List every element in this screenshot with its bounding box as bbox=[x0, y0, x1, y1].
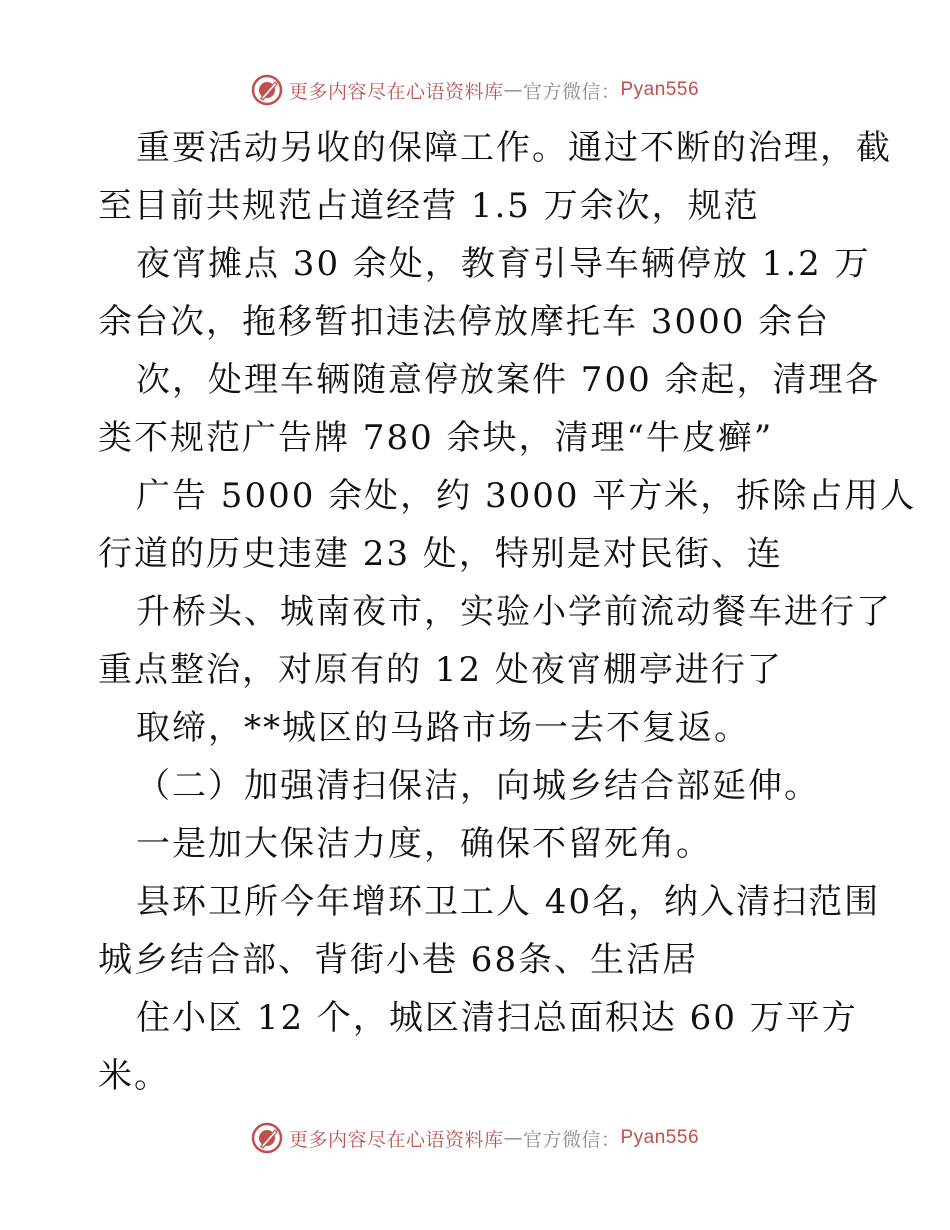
header-wechat-id: Pyan556 bbox=[620, 79, 700, 100]
document-line-10: 重点整治，对原有的 12 处夜宵棚亭进行了 bbox=[98, 650, 783, 690]
footer-brand-text: 更多内容尽在心语资料库 bbox=[288, 1128, 504, 1151]
document-line-17: 米。 bbox=[98, 1056, 170, 1096]
footer-wechat-label: 官方微信： bbox=[522, 1128, 621, 1151]
pen-circle-logo-icon bbox=[251, 74, 283, 106]
document-line-7: 广告 5000 余处，约 3000 平方米，拆除占用人 bbox=[136, 476, 917, 516]
document-line-8: 行道的历史违建 23 处，特别是对民街、连 bbox=[98, 534, 783, 574]
footer-wechat-id: Pyan556 bbox=[620, 1127, 700, 1148]
header-dash: — bbox=[503, 79, 523, 101]
document-line-15: 城乡结合部、背街小巷 68条、生活居 bbox=[98, 940, 699, 980]
document-line-1: 重要活动另收的保障工作。通过不断的治理，截 bbox=[136, 128, 892, 168]
header-watermark-banner bbox=[0, 70, 950, 110]
document-line-12: （二）加强清扫保洁，向城乡结合部延伸。 bbox=[136, 766, 820, 806]
document-line-3: 夜宵摊点 30 余处，教育引导车辆停放 1.2 万 bbox=[136, 244, 871, 284]
header-wechat-label: 官方微信： bbox=[522, 80, 621, 103]
document-line-11: 取缔，**城区的马路市场一去不复返。 bbox=[136, 708, 750, 748]
document-line-9: 升桥头、城南夜市，实验小学前流动餐车进行了 bbox=[136, 592, 892, 632]
document-line-13: 一是加大保洁力度，确保不留死角。 bbox=[136, 824, 712, 864]
document-line-4: 余台次，拖移暂扣违法停放摩托车 3000 余台 bbox=[98, 302, 831, 342]
document-line-5: 次，处理车辆随意停放案件 700 余起，清理各 bbox=[136, 360, 881, 400]
header-brand-text: 更多内容尽在心语资料库 bbox=[288, 80, 504, 103]
footer-dash: — bbox=[503, 1127, 523, 1149]
document-line-6: 类不规范广告牌 780 余块，清理“牛皮癣” bbox=[98, 418, 774, 458]
footer-watermark-banner bbox=[0, 1118, 950, 1158]
document-line-16: 住小区 12 个，城区清扫总面积达 60 万平方 bbox=[136, 998, 858, 1038]
document-line-2: 至目前共规范占道经营 1.5 万余次，规范 bbox=[98, 186, 760, 226]
document-line-14: 县环卫所今年增环卫工人 40名，纳入清扫范围 bbox=[136, 882, 881, 922]
pen-circle-logo-icon bbox=[251, 1122, 283, 1154]
